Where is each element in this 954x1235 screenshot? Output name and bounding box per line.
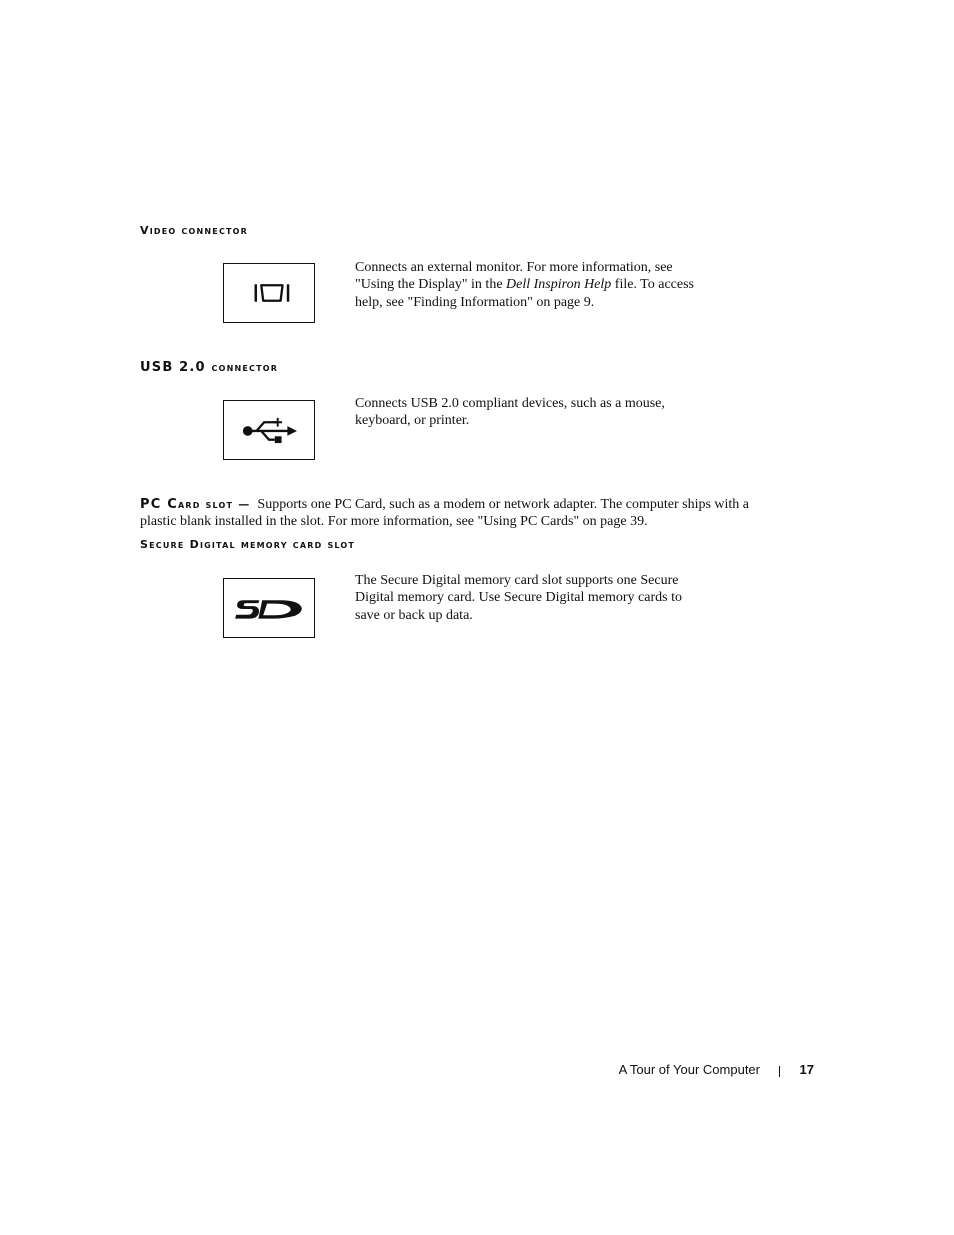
usb-icon xyxy=(224,401,314,459)
pc-card-slot-heading: PC Card slot — xyxy=(140,497,251,512)
footer-divider xyxy=(779,1066,780,1077)
pc-card-slot-paragraph: PC Card slot — Supports one PC Card, such as a modem or network adapter. The computer ships with a plastic blank installed in the slot. For more information, see "Using PC Cards" on page 39. xyxy=(140,497,750,530)
video-connector-description: Connects an external monitor. For more information, see "Using the Display" in the Dell Inspiron Help file. To access help, see "Finding Information" on page 9. xyxy=(355,260,695,310)
sd-card-icon xyxy=(224,579,314,637)
video-connector-heading: Video connector xyxy=(140,224,249,237)
sd-card-slot-description: The Secure Digital memory card slot supports one Secure Digital memory card. Use Secure Digital memory cards to save or back up data. xyxy=(355,573,682,623)
sd-card-slot-icon-box xyxy=(223,578,315,638)
usb-connector-heading: USB 2.0 connector xyxy=(140,360,279,375)
footer-chapter-title: A Tour of Your Computer xyxy=(618,1062,760,1077)
sd-card-slot-heading: Secure Digital memory card slot xyxy=(140,538,356,551)
video-monitor-icon xyxy=(224,264,314,322)
page-number: 17 xyxy=(799,1062,814,1077)
page-footer xyxy=(600,1062,814,1080)
usb-connector-icon-box xyxy=(223,400,315,460)
usb-connector-description: Connects USB 2.0 compliant devices, such as a mouse, keyboard, or printer. xyxy=(355,396,665,429)
video-connector-icon-box xyxy=(223,263,315,323)
